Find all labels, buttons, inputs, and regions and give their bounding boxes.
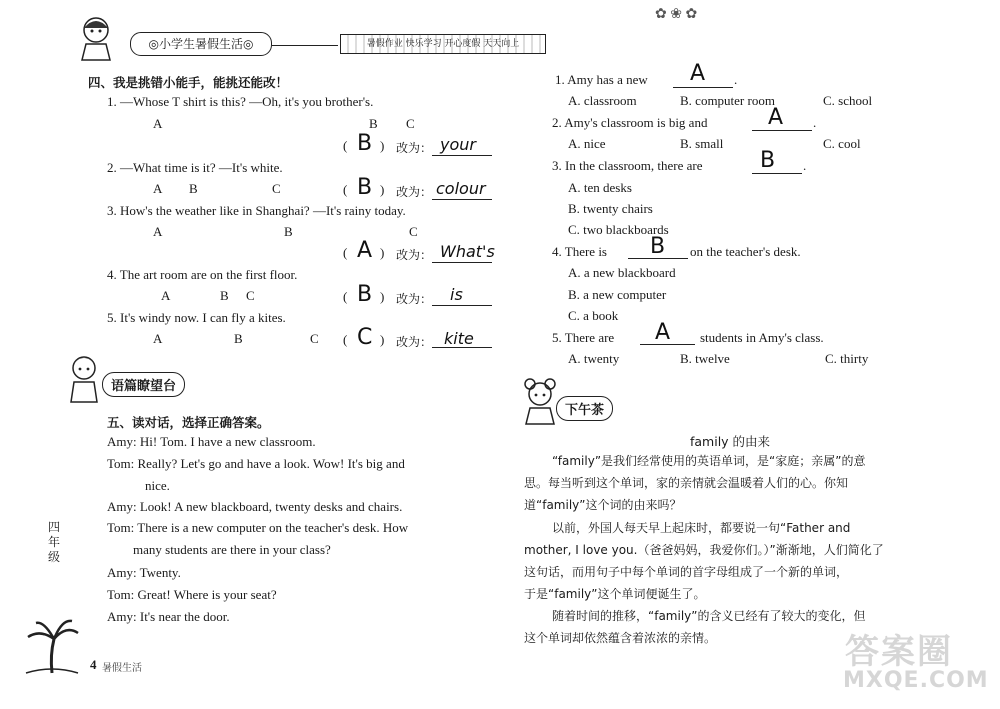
story-title: family 的由来 bbox=[690, 434, 771, 449]
rq3-option-c: C. two blackboards bbox=[568, 222, 669, 237]
s4-q3-paren-open: ( bbox=[343, 245, 348, 260]
story-p1-line3: 道“family”这个词的由来吗？ bbox=[524, 498, 682, 512]
s4-q3-paren-close: ) bbox=[380, 245, 385, 260]
s4-q2-letter-b: B bbox=[189, 181, 198, 196]
s4-q4-text: 4. The art room are on the first floor. bbox=[107, 267, 298, 282]
s4-q2-paren-close: ) bbox=[380, 182, 385, 197]
s4-q3-fix: What's bbox=[440, 242, 495, 261]
s4-q1-paren-open: ( bbox=[343, 138, 348, 153]
s4-q5-text: 5. It's windy now. I can fly a kites. bbox=[107, 310, 286, 325]
s4-q2-fix-label: 改为： bbox=[396, 185, 433, 199]
rq5-option-b: B. twelve bbox=[680, 351, 730, 366]
s4-q1-fix: your bbox=[440, 135, 476, 154]
dialogue-line-4: Amy: Look! A new blackboard, twenty desks and chairs. bbox=[107, 499, 403, 514]
rq3-stem-end: . bbox=[803, 158, 807, 173]
rq1-answer: A bbox=[690, 61, 706, 86]
s4-q1-blank bbox=[432, 155, 492, 156]
rq2-stem: 2. Amy's classroom is big and bbox=[552, 115, 708, 130]
s4-q4-blank bbox=[432, 305, 492, 306]
s4-q5-paren-close: ) bbox=[380, 332, 385, 347]
section4-title: 四、我是挑错小能手，能挑还能改！ bbox=[88, 75, 289, 90]
s4-q4-fix-label: 改为： bbox=[396, 292, 433, 306]
s4-q2-letter-a: A bbox=[153, 181, 163, 196]
s4-q1-answer: B bbox=[357, 131, 373, 156]
rq5-blank bbox=[640, 344, 695, 345]
page-number: 4 bbox=[90, 657, 97, 672]
rq2-option-a: A. nice bbox=[568, 136, 606, 151]
palm-tree-icon bbox=[22, 615, 82, 675]
rq3-option-b: B. twenty chairs bbox=[568, 201, 653, 216]
s4-q5-fix: kite bbox=[444, 329, 474, 348]
dialogue-line-7: Amy: Twenty. bbox=[107, 565, 181, 580]
story-p1-line1: “family”是我们经常使用的英语单词，是“家庭；亲属”的意 bbox=[552, 454, 866, 468]
header-banner: 暑假作业 快乐学习 开心度假 天天向上 bbox=[340, 34, 546, 54]
rq4-option-a: A. a new blackboard bbox=[568, 265, 676, 280]
rq4-option-b: B. a new computer bbox=[568, 287, 667, 302]
story-p3-line1: 随着时间的推移，“family”的含义已经有了较大的变化，但 bbox=[552, 609, 866, 623]
rq3-stem: 3. In the classroom, there are bbox=[552, 158, 703, 173]
header-decoration-icon: ✿ ❀ ✿ bbox=[655, 7, 698, 22]
s4-q3-text: 3. How's the weather like in Shanghai? —It's rainy today. bbox=[107, 203, 406, 218]
rq3-answer: B bbox=[760, 148, 776, 173]
rq1-stem: 1. Amy has a new bbox=[555, 72, 648, 87]
rq1-option-c: C. school bbox=[823, 93, 873, 108]
s4-q4-letter-c: C bbox=[246, 288, 255, 303]
s4-q1-letter-a: A bbox=[153, 116, 163, 131]
s4-q1-fix-label: 改为： bbox=[396, 141, 433, 155]
rq4-option-c: C. a book bbox=[568, 308, 619, 323]
s4-q3-answer: A bbox=[357, 238, 373, 263]
header-rule bbox=[272, 45, 338, 46]
story-p3-line2: 这个单词却依然蕴含着浓浓的亲情。 bbox=[524, 631, 717, 645]
s4-q3-fix-label: 改为： bbox=[396, 248, 433, 262]
rq4-stem-end: on the teacher's desk. bbox=[690, 244, 801, 259]
s4-q1-letter-c: C bbox=[406, 116, 415, 131]
s4-q3-letter-c: C bbox=[409, 224, 418, 239]
grade-side-label: 四年级 bbox=[48, 520, 61, 564]
dialogue-line-2: Tom: Really? Let's go and have a look. Wow! It's big and bbox=[107, 456, 405, 471]
s4-q4-fix: is bbox=[450, 285, 463, 304]
s4-q5-letter-a: A bbox=[153, 331, 163, 346]
s4-q5-letter-c: C bbox=[310, 331, 319, 346]
story-p2-line3: 这句话，而用句子中每个单词的首字母组成了一个新的单词， bbox=[524, 565, 849, 579]
s4-q2-answer: B bbox=[357, 175, 373, 200]
girl-icon bbox=[520, 378, 560, 426]
rq3-blank bbox=[752, 173, 802, 174]
s4-q2-fix: colour bbox=[436, 179, 486, 198]
rq4-blank bbox=[628, 258, 688, 259]
s4-q5-paren-open: ( bbox=[343, 332, 348, 347]
dialogue-line-5: Tom: There is a new computer on the teacher's desk. How bbox=[107, 520, 409, 535]
s4-q2-paren-open: ( bbox=[343, 182, 348, 197]
watermark-en: MXQE.COM bbox=[843, 668, 989, 693]
rq4-answer: B bbox=[650, 234, 666, 259]
rq1-blank bbox=[673, 87, 733, 88]
rq2-stem-end: . bbox=[813, 115, 817, 130]
s4-q5-answer: C bbox=[357, 325, 373, 350]
rq3-option-a: A. ten desks bbox=[568, 180, 632, 195]
story-p2-line1: 以前，外国人每天早上起床时，都要说一句“Father and bbox=[552, 521, 851, 535]
dialogue-line-3: nice. bbox=[145, 478, 170, 493]
dialogue-line-9: Amy: It's near the door. bbox=[107, 609, 230, 624]
rq1-option-b: B. computer room bbox=[680, 93, 775, 108]
s4-q4-answer: B bbox=[357, 282, 373, 307]
s4-q2-blank bbox=[432, 199, 492, 200]
s4-q3-letter-b: B bbox=[284, 224, 293, 239]
s4-q1-text: 1. —Whose T shirt is this? —Oh, it's you brother's. bbox=[107, 94, 374, 109]
s4-q3-blank bbox=[432, 262, 492, 263]
rq5-stem-end: students in Amy's class. bbox=[700, 330, 824, 345]
rq5-option-a: A. twenty bbox=[568, 351, 620, 366]
rq2-option-b: B. small bbox=[680, 136, 724, 151]
rq2-answer: A bbox=[768, 105, 784, 130]
dialogue-line-6: many students are there in your class? bbox=[133, 542, 331, 557]
story-p2-line4: 于是“family”这个单词便诞生了。 bbox=[524, 587, 706, 601]
s4-q5-fix-label: 改为： bbox=[396, 335, 433, 349]
s4-q4-paren-close: ) bbox=[380, 289, 385, 304]
rq5-stem: 5. There are bbox=[552, 330, 615, 345]
rq5-answer: A bbox=[655, 320, 671, 345]
rq5-option-c: C. thirty bbox=[825, 351, 869, 366]
story-p2-line2: mother, I love you.（爸爸妈妈，我爱你们。）”渐渐地，人们简化了 bbox=[524, 543, 884, 557]
s4-q4-letter-b: B bbox=[220, 288, 229, 303]
dialogue-line-8: Tom: Great! Where is your seat? bbox=[107, 587, 277, 602]
s4-q1-letter-b: B bbox=[369, 116, 378, 131]
watermark-cn: 答案圈 bbox=[845, 632, 953, 672]
mascot-icon bbox=[70, 14, 122, 62]
dialogue-line-1: Amy: Hi! Tom. I have a new classroom. bbox=[107, 434, 316, 449]
s4-q5-letter-b: B bbox=[234, 331, 243, 346]
s4-q3-letter-a: A bbox=[153, 224, 163, 239]
story-p1-line2: 思。每当听到这个单词，家的亲情就会温暖着人们的心。你知 bbox=[524, 476, 849, 490]
page-footer: 暑假生活 bbox=[102, 663, 142, 674]
s4-q2-text: 2. —What time is it? —It's white. bbox=[107, 160, 283, 175]
s4-q4-letter-a: A bbox=[161, 288, 171, 303]
s4-q2-letter-c: C bbox=[272, 181, 281, 196]
rq1-option-a: A. classroom bbox=[568, 93, 637, 108]
s4-q1-paren-close: ) bbox=[380, 138, 385, 153]
reading-section-tag: 语篇瞭望台 bbox=[102, 372, 185, 397]
header-title: ◎小学生暑假生活◎ bbox=[130, 32, 272, 56]
s4-q5-blank bbox=[432, 347, 492, 348]
rq2-blank bbox=[752, 130, 812, 131]
rq2-option-c: C. cool bbox=[823, 136, 861, 151]
section5-title: 五、读对话，选择正确答案。 bbox=[107, 415, 270, 430]
s4-q4-paren-open: ( bbox=[343, 289, 348, 304]
kid-icon bbox=[64, 354, 104, 404]
tea-section-tag: 下午茶 bbox=[556, 396, 613, 421]
rq4-stem: 4. There is bbox=[552, 244, 607, 259]
rq1-stem-end: . bbox=[734, 72, 738, 87]
